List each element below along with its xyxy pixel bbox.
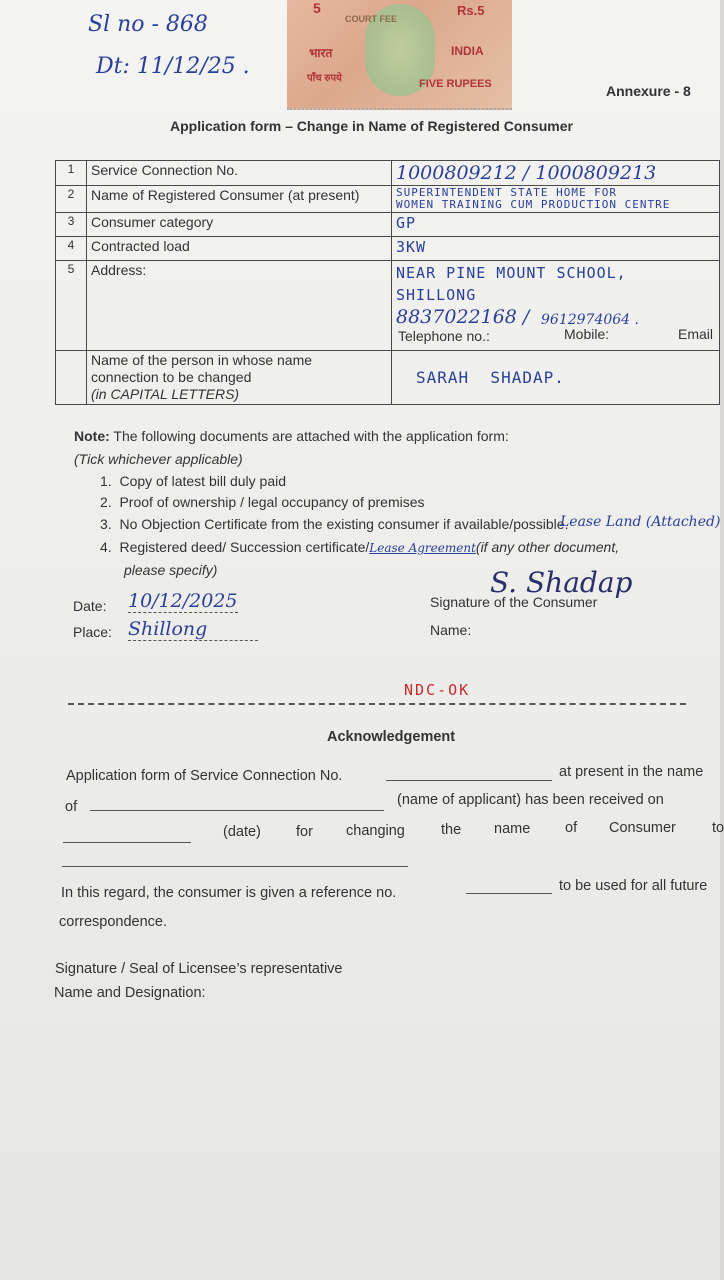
address-value: NEAR PINE MOUNT SCHOOL, SHILLONG 8837022168 / 9612974064 . Telephone no.: Mobile: Email (392, 261, 720, 351)
row-label: Name of the person in whose name connection to be changed (in CAPITAL LETTERS) (87, 351, 392, 405)
row-number: 5 (56, 261, 87, 351)
ack-line-1b: at present in the name (559, 764, 704, 780)
table-row (56, 261, 720, 351)
telephone-value: 8837022168 / (396, 306, 530, 328)
ack-blank (90, 810, 384, 811)
ack-line-3: of (565, 820, 578, 836)
annexure-label: Annexure - 8 (606, 83, 691, 99)
ack-line-3: Consumer (609, 820, 676, 836)
row-number: 4 (56, 237, 87, 261)
ack-blank (62, 866, 408, 867)
ack-line-3: the (441, 822, 462, 838)
list-item: 2. Proof of ownership / legal occupancy of premises (100, 494, 425, 510)
handwritten-date: Dt: 11/12/25 . (96, 54, 250, 79)
date-label: Date: (73, 598, 107, 614)
stamp-court-fee: COURT FEE (345, 14, 398, 24)
place-label: Place: (73, 624, 112, 640)
list-item: 1. Copy of latest bill duly paid (100, 473, 287, 489)
consumer-details-table (55, 160, 720, 405)
table-row (56, 237, 720, 261)
acknowledgement-title: Acknowledgement (327, 729, 456, 745)
row-number: 2 (56, 186, 87, 213)
table-row (56, 213, 720, 237)
handwritten-extra-document: Lease Land (Attached) (560, 514, 721, 530)
stamp-five-rupees: FIVE RUPEES (419, 78, 492, 90)
telephone-label: Telephone no.: (398, 328, 490, 344)
list-item: 4. Registered deed/ Succession certificate/Lease Agreement(if any other document, (100, 539, 620, 555)
mobile-value: 9612974064 . (541, 312, 639, 328)
ack-blank (466, 893, 552, 894)
note-heading: Note: The following documents are attached with the application form: (74, 428, 509, 444)
ack-line-5b: to be used for all future (559, 878, 708, 894)
table-row (56, 186, 720, 213)
list-item: 3. No Objection Certificate from the existing consumer if available/possible. (100, 516, 569, 532)
ack-blank (63, 842, 191, 843)
ack-line-3: changing (346, 823, 405, 839)
ack-line-1a: Application form of Service Connection No. (66, 768, 343, 784)
row-label: Contracted load (87, 237, 392, 261)
signature-label: Signature of the Consumer (430, 594, 598, 610)
form-title: Application form – Change in Name of Registered Consumer (170, 118, 573, 134)
noc-remark: NDC-OK (404, 681, 471, 699)
row-label: Address: (87, 261, 392, 351)
contracted-load-value: 3KW (392, 237, 720, 261)
ack-line-2b: (name of applicant) has been received on (397, 792, 664, 808)
ack-line-3: name (494, 821, 531, 837)
stamp-value-left: 5 (313, 0, 321, 16)
consumer-category-value: GP (392, 213, 720, 237)
place-value: Shillong (128, 618, 258, 641)
divider (68, 703, 686, 705)
row-label: Consumer category (87, 213, 392, 237)
ack-line-2a: of (65, 799, 78, 815)
row-number: 1 (56, 161, 87, 186)
stamp-five-hindi: पाँच रुपये (307, 73, 342, 84)
consumer-signature: S. Shadap (490, 566, 633, 599)
court-fee-stamp (287, 0, 512, 110)
licensee-name-label: Name and Designation: (54, 985, 206, 1001)
ack-line-3: to (712, 820, 724, 836)
ack-line-6: correspondence. (59, 914, 168, 930)
stamp-india: INDIA (451, 44, 484, 58)
email-label: Email (678, 326, 714, 342)
mobile-label: Mobile: (564, 326, 610, 342)
ack-line-5a: In this regard, the consumer is given a reference no. (61, 885, 397, 901)
list-item-continuation: please specify) (124, 562, 218, 578)
table-row (56, 351, 720, 405)
ack-line-3: for (296, 824, 313, 840)
note-subtext: (Tick whichever applicable) (74, 451, 243, 467)
row-number: 3 (56, 213, 87, 237)
date-value: 10/12/2025 (128, 590, 238, 612)
row-label: Name of Registered Consumer (at present) (87, 186, 392, 213)
table-row (56, 161, 720, 186)
row-label: Service Connection No. (87, 161, 392, 186)
handwritten-serial: Sl no - 868 (88, 12, 208, 37)
licensee-signature-label: Signature / Seal of Licensee’s representative (55, 961, 343, 977)
service-connection-value: 1000809212 / 1000809213 (392, 161, 720, 186)
consumer-name-value: SUPERINTENDENT STATE HOME FOR WOMEN TRAINING CUM PRODUCTION CENTRE (392, 186, 720, 213)
name-label: Name: (430, 622, 472, 638)
new-name-value: SARAH SHADAP. (392, 351, 720, 405)
stamp-india-hindi: भारत (309, 46, 333, 60)
ack-line-3: (date) (223, 824, 261, 840)
ack-blank (386, 780, 552, 781)
stamp-value-right: Rs.5 (457, 3, 485, 18)
